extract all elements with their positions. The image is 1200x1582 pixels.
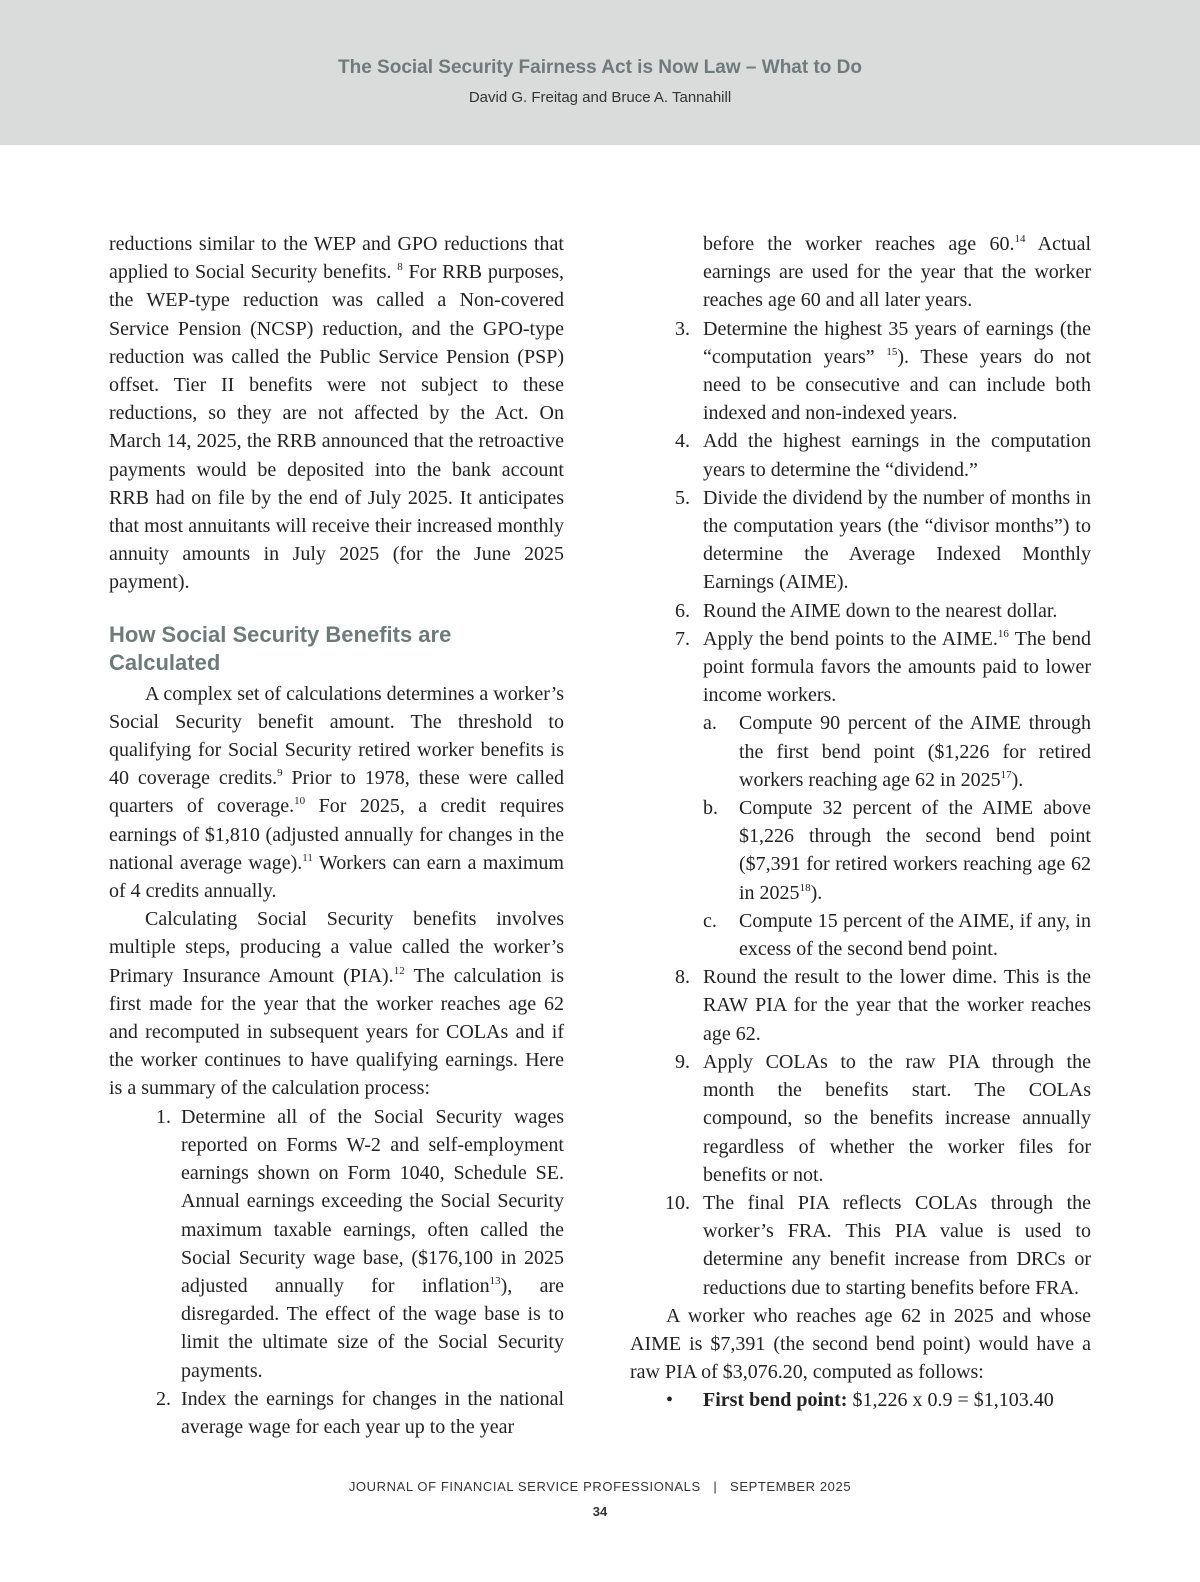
- calculation-steps-list-continued: [630, 315, 1091, 1302]
- footer-separator: |: [713, 1479, 718, 1494]
- article-authors: David G. Freitag and Bruce A. Tannahill: [468, 89, 732, 106]
- footnote-ref[interactable]: 15: [886, 345, 898, 358]
- list-item-step-3: 3. Determine the highest 35 years of earnings (the “computation years” $^{15}$). These years do not need to be consecutive and can include both indexed and non-indexed years.: [675, 317, 1091, 425]
- left-column: [109, 230, 564, 1441]
- list-item-step-5: 5. Divide the dividend by the number of months in the computation years (the “divisor months”) to determine the Average Indexed Monthly Earnings (AIME).: [675, 486, 1091, 594]
- list-item-step-6: 6. Round the AIME down to the nearest dollar.: [675, 599, 1058, 622]
- footnote-ref[interactable]: 16: [997, 627, 1009, 640]
- right-column: [630, 230, 1091, 1415]
- list-item-step-7: 7. Apply the bend points to the AIME.$^{16}$ The bend point formula favors the amounts paid to lower income workers. a. Compute 90 percent of the AIME through the first bend point ($1,226 for retired workers reaching age 62 in 2025$^{17}$). b. Compute 32 percent of the AIME above $1,226 through the second bend point ($7,391 for retired workers reaching age 62 in 2025$^{18}$). c. Compute 15 percent of the AIME, if any, in excess of the second bend point.: [630, 625, 1091, 963]
- page-number: 34: [592, 1504, 608, 1519]
- footnote-ref[interactable]: 9: [277, 767, 283, 780]
- sublist-item-a: a. Compute 90 percent of the AIME through the first bend point ($1,226 for retired workers reaching age 62 in 2025$^{17}$).: [703, 712, 1091, 791]
- list-item-step-10: 10. The final PIA reflects COLAs through the worker’s FRA. This PIA value is used to determine any benefit increase from DRCs or reductions due to starting benefits before FRA.: [665, 1191, 1091, 1299]
- footnote-ref[interactable]: 8: [397, 261, 403, 274]
- article-title: The Social Security Fairness Act is Now Law – What to Do: [337, 57, 863, 78]
- footnote-ref[interactable]: 10: [294, 795, 306, 808]
- calculation-steps-list: [109, 1103, 564, 1441]
- list-item-step-4: 4. Add the highest earnings in the computation years to determine the “dividend.”: [675, 430, 1091, 481]
- journal-name: JOURNAL OF FINANCIAL SERVICE PROFESSIONALS: [348, 1479, 701, 1494]
- footnote-ref[interactable]: 12: [393, 964, 405, 977]
- issue-date: SEPTEMBER 2025: [730, 1479, 852, 1494]
- header-band: [0, 0, 1200, 145]
- footnote-ref[interactable]: 11: [302, 851, 313, 864]
- list-item-step-2-continued: before the worker reaches age 60.14 Actual earnings are used for the year that the worker reaches age 60 and all later years.: [703, 233, 1091, 312]
- footnote-ref[interactable]: 17: [1000, 768, 1012, 781]
- footnote-ref[interactable]: 14: [1014, 233, 1026, 245]
- section-heading: How Social Security Benefits are Calculated: [109, 621, 452, 675]
- paragraph-pia: Calculating Social Security benefits involves multiple steps, producing a value called the worker’s Primary Insurance Amount (PIA).$^{12}$ The calculation is first made for the year that the worker reaches age 62 and recomputed in subsequent years for COLAs and if the worker continues to have qualifying earnings. Here is a summary of the calculation process:: [109, 908, 565, 1100]
- paragraph-credits: A complex set of calculations determines a worker’s Social Security benefit amount. The threshold to qualifying for Social Security retired worker benefits is 40 coverage credits.$^9$ Prior to 1978, these were called quarters of coverage.$^{10}$ For 2025, a credit requires earnings of $1,810 (adjusted annually for changes in the national average wage).$^{11}$ Workers can earn a maximum of 4 credits annually.: [109, 682, 564, 903]
- footnote-ref[interactable]: 13: [489, 1274, 501, 1287]
- list-item-step-8: 8. Round the result to the lower dime. This is the RAW PIA for the year that the worker reaches age 62.: [675, 966, 1091, 1045]
- sublist-item-b: b. Compute 32 percent of the AIME above $1,226 through the second bend point ($7,391 for retired workers reaching age 62 in 2025$^{18}$).: [703, 797, 1091, 904]
- page-footer: [0, 1479, 1200, 1494]
- list-item-step-1: 1. Determine all of the Social Security wages reported on Forms W-2 and self-employment earnings shown on Form 1040, Schedule SE. Annual earnings exceeding the Social Security maximum taxable earnings, often called the Social Security wage base, ($176,100 in 2025 adjusted annually for inflation$^{13}$), are disregarded. The effect of the wage base is to limit the ultimate size of the Social Security payments.: [156, 1105, 564, 1382]
- footnote-ref[interactable]: 18: [799, 881, 811, 894]
- bullet-icon: •: [666, 1389, 674, 1412]
- bend-point-sublist: [703, 709, 1091, 963]
- list-item-step-2: 2. Index the earnings for changes in the national average wage for each year up to the year: [156, 1387, 564, 1438]
- paragraph-rrb: reductions similar to the WEP and GPO reductions that applied to Social Security benefits. $^8$ For RRB purposes, the WEP-type reduction was called a Non-covered Service Pension (NCSP) reduction, and the GPO-type reduction was called the Public Service Pension (PSP) offset. Tier II benefits were not subject to these reductions, so they are not affected by the Act. On March 14, 2025, the RRB announced that the retroactive payments would be deposited into the bank account RRB had on file by the end of July 2025. It anticipates that most annuitants will receive their increased monthly annuity amounts in July 2025 (for the June 2025 payment).: [109, 233, 565, 594]
- paragraph-example: A worker who reaches age 62 in 2025 and whose AIME is $7,391 (the second bend point) would have a raw PIA of $3,076.20, computed as follows:: [630, 1304, 1091, 1384]
- sublist-item-c: c. Compute 15 percent of the AIME, if any, in excess of the second bend point.: [703, 909, 1091, 961]
- list-item-step-9: 9. Apply COLAs to the raw PIA through the month the benefits start. The COLAs compound, so the benefits increase annually regardless of whether the worker files for benefits or not.: [675, 1050, 1091, 1186]
- bullet-item-first-bend-point: • First bend point: $1,226 x 0.9 = $1,103.40: [630, 1386, 1091, 1414]
